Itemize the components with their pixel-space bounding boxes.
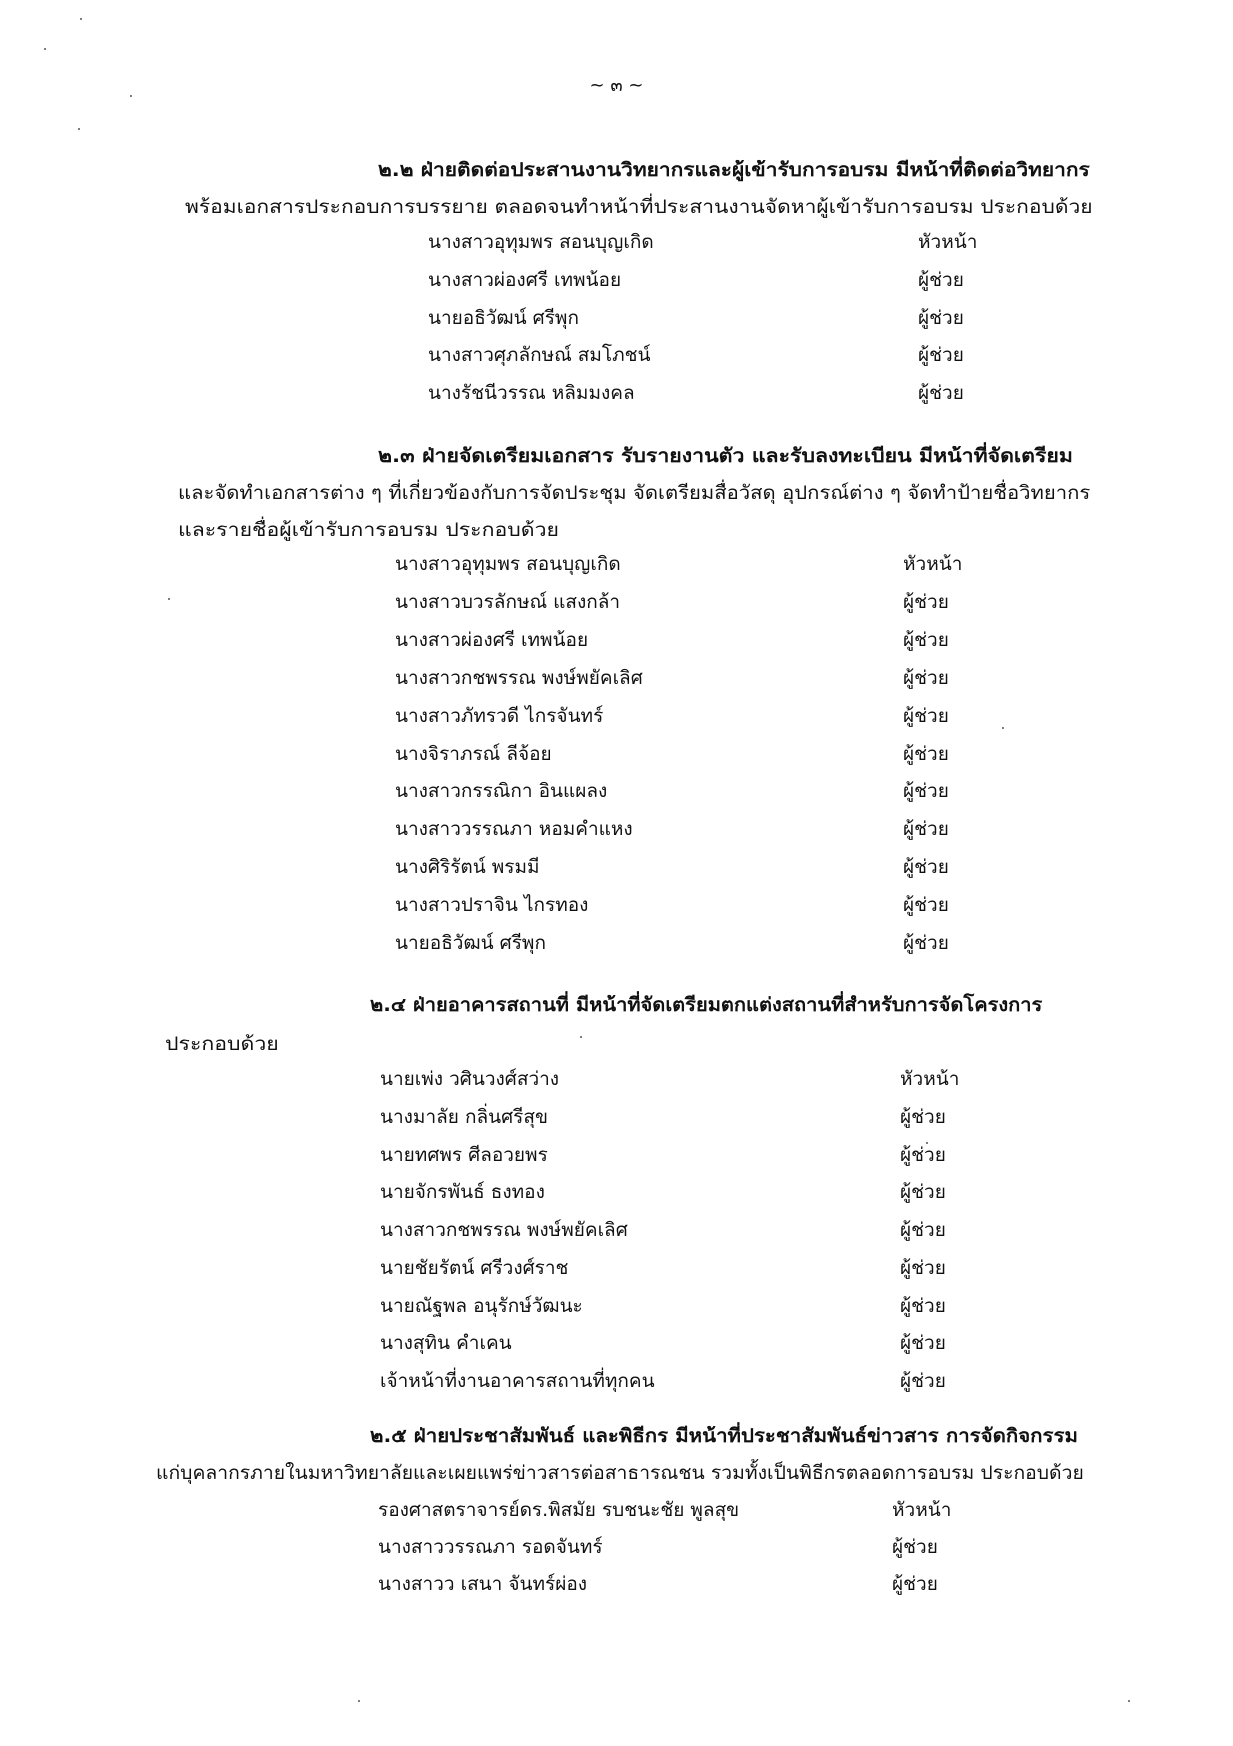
section-body-line: และจัดทำเอกสารต่าง ๆ ที่เกี่ยวข้องกับการจัดประชุม จัดเตรียมสื่อวัสดุ อุปกรณ์ต่าง ๆ จัดทำป้ายชื่อวิทยากร <box>178 482 1091 504</box>
list-item <box>428 303 1038 333</box>
member-name: นางสาวศุภลักษณ์ สมโภชน์ <box>428 344 651 366</box>
member-role: ผู้ช่วย <box>900 1106 946 1128</box>
section-body-line: ประกอบด้วย <box>165 1033 279 1055</box>
member-role: ผู้ช่วย <box>918 307 964 329</box>
member-role: ผู้ช่วย <box>918 344 964 366</box>
member-name: นางศิริรัตน์ พรมมี <box>395 856 540 878</box>
list-item <box>395 928 1023 958</box>
list-item <box>380 1102 1020 1132</box>
list-item <box>378 1532 1012 1562</box>
member-role: หัวหน้า <box>918 231 978 253</box>
member-name: นางสาวผ่องศรี เทพน้อย <box>395 629 589 651</box>
member-name: นายอธิวัฒน์ ศรีพุก <box>428 307 579 329</box>
member-name: นางจิราภรณ์ ลีจ้อย <box>395 743 552 765</box>
section-body-line: พร้อมเอกสารประกอบการบรรยาย ตลอดจนทำหน้าที่ประสานงานจัดหาผู้เข้ารับการอบรม ประกอบด้วย <box>185 196 1093 218</box>
list-item <box>380 1064 1020 1094</box>
member-name: นางสาวกชพรรณ พงษ์พยัคเลิศ <box>380 1219 628 1241</box>
member-name: นางสาวภัทรวดี ไกรจันทร์ <box>395 705 604 727</box>
member-role: หัวหน้า <box>903 553 963 575</box>
member-name: นางมาลัย กลิ่นศรีสุข <box>380 1106 548 1128</box>
list-item <box>380 1253 1020 1283</box>
member-role: ผู้ช่วย <box>900 1295 946 1317</box>
scan-speck <box>130 95 132 97</box>
list-item <box>428 378 1038 408</box>
list-item <box>428 340 1038 370</box>
member-name: นายเพ่ง วศินวงศ์สว่าง <box>380 1068 560 1090</box>
section-heading: ๒.๒ ฝ่ายติดต่อประสานงานวิทยากรและผู้เข้ารับการอบรม มีหน้าที่ติดต่อวิทยากร <box>378 159 1090 181</box>
list-item <box>380 1291 1020 1321</box>
member-role: ผู้ช่วย <box>903 705 949 727</box>
list-item <box>380 1215 1020 1245</box>
list-item <box>380 1140 1020 1170</box>
member-role: ผู้ช่วย <box>918 382 964 404</box>
member-role: ผู้ช่วย <box>900 1144 946 1166</box>
section-heading: ๒.๓ ฝ่ายจัดเตรียมเอกสาร รับรายงานตัว และรับลงทะเบียน มีหน้าที่จัดเตรียม <box>378 445 1073 467</box>
member-name: นายณัฐพล อนุรักษ์วัฒนะ <box>380 1295 583 1317</box>
list-item <box>395 890 1023 920</box>
list-item <box>395 814 1023 844</box>
member-role: ผู้ช่วย <box>918 269 964 291</box>
scan-speck <box>44 48 46 50</box>
member-name: นางสาวบวรลักษณ์ แสงกล้า <box>395 591 621 613</box>
member-name: นางสาวกชพรรณ พงษ์พยัคเลิศ <box>395 667 643 689</box>
list-item <box>395 852 1023 882</box>
section-body-line: แก่บุคลากรภายในมหาวิทยาลัยและเผยแพร่ข่าวสารต่อสาธารณชน รวมทั้งเป็นพิธีกรตลอดการอบรม ประกอบด้วย <box>156 1462 1084 1484</box>
member-name: นางสาววรรณภา หอมคำแหง <box>395 818 633 840</box>
member-name: เจ้าหน้าที่งานอาคารสถานที่ทุกคน <box>380 1370 655 1392</box>
member-role: ผู้ช่วย <box>903 667 949 689</box>
member-name: นางสุทิน คำเคน <box>380 1332 512 1354</box>
scan-speck <box>358 1700 360 1702</box>
section-heading: ๒.๔ ฝ่ายอาคารสถานที่ มีหน้าที่จัดเตรียมตกแต่งสถานที่สำหรับการจัดโครงการ <box>370 994 1043 1016</box>
list-item <box>378 1569 1012 1599</box>
page-number: ~ ๓ ~ <box>589 75 644 96</box>
member-role: หัวหน้า <box>900 1068 960 1090</box>
member-role: ผู้ช่วย <box>903 743 949 765</box>
member-role: หัวหน้า <box>892 1499 952 1521</box>
member-role: ผู้ช่วย <box>903 780 949 802</box>
scan-speck <box>1128 1700 1130 1702</box>
member-role: ผู้ช่วย <box>892 1573 938 1595</box>
member-role: ผู้ช่วย <box>903 818 949 840</box>
member-name: นางสาวกรรณิกา อินแผลง <box>395 780 608 802</box>
member-role: ผู้ช่วย <box>903 894 949 916</box>
list-item <box>378 1495 1012 1525</box>
member-name: นางสาวอุทุมพร สอนบุญเกิด <box>395 553 621 575</box>
list-item <box>380 1177 1020 1207</box>
list-item <box>395 663 1023 693</box>
member-role: ผู้ช่วย <box>900 1181 946 1203</box>
list-item <box>380 1328 1020 1358</box>
member-name: นายจักรพันธ์ ธงทอง <box>380 1181 545 1203</box>
member-name: นางสาววรรณภา รอดจันทร์ <box>378 1536 603 1558</box>
list-item <box>395 701 1023 731</box>
member-name: นางสาวปราจิน ไกรทอง <box>395 894 589 916</box>
list-item <box>395 549 1023 579</box>
member-role: ผู้ช่วย <box>903 591 949 613</box>
member-name: รองศาสตราจารย์ดร.พิสมัย รบชนะชัย พูลสุข <box>378 1499 740 1521</box>
member-name: นายอธิวัฒน์ ศรีพุก <box>395 932 546 954</box>
member-role: ผู้ช่วย <box>903 932 949 954</box>
scan-speck <box>926 1142 928 1144</box>
member-name: นางสาวว เสนา จันทร์ผ่อง <box>378 1573 588 1595</box>
member-name: นางสาวอุทุมพร สอนบุญเกิด <box>428 231 654 253</box>
list-item <box>395 776 1023 806</box>
member-role: ผู้ช่วย <box>900 1370 946 1392</box>
list-item <box>395 587 1023 617</box>
member-role: ผู้ช่วย <box>900 1332 946 1354</box>
scan-speck <box>1002 727 1004 729</box>
list-item <box>428 265 1038 295</box>
section-body-line: และรายชื่อผู้เข้ารับการอบรม ประกอบด้วย <box>178 519 559 541</box>
member-role: ผู้ช่วย <box>892 1536 938 1558</box>
member-role: ผู้ช่วย <box>900 1219 946 1241</box>
scan-speck <box>80 18 82 20</box>
scan-speck <box>580 1036 582 1038</box>
member-name: นางสาวผ่องศรี เทพน้อย <box>428 269 622 291</box>
member-name: นายชัยรัตน์ ศรีวงศ์ราช <box>380 1257 569 1279</box>
member-role: ผู้ช่วย <box>903 629 949 651</box>
list-item <box>395 739 1023 769</box>
member-role: ผู้ช่วย <box>900 1257 946 1279</box>
list-item <box>395 625 1023 655</box>
member-name: นายทศพร ศีลอวยพร <box>380 1144 548 1166</box>
scan-speck <box>168 598 170 600</box>
list-item <box>380 1366 1020 1396</box>
member-name: นางรัชนีวรรณ หลิมมงคล <box>428 382 635 404</box>
list-item <box>428 227 1038 257</box>
scan-speck <box>78 128 80 130</box>
member-role: ผู้ช่วย <box>903 856 949 878</box>
section-heading: ๒.๕ ฝ่ายประชาสัมพันธ์ และพิธีกร มีหน้าที่ประชาสัมพันธ์ข่าวสาร การจัดกิจกรรม <box>370 1425 1078 1447</box>
